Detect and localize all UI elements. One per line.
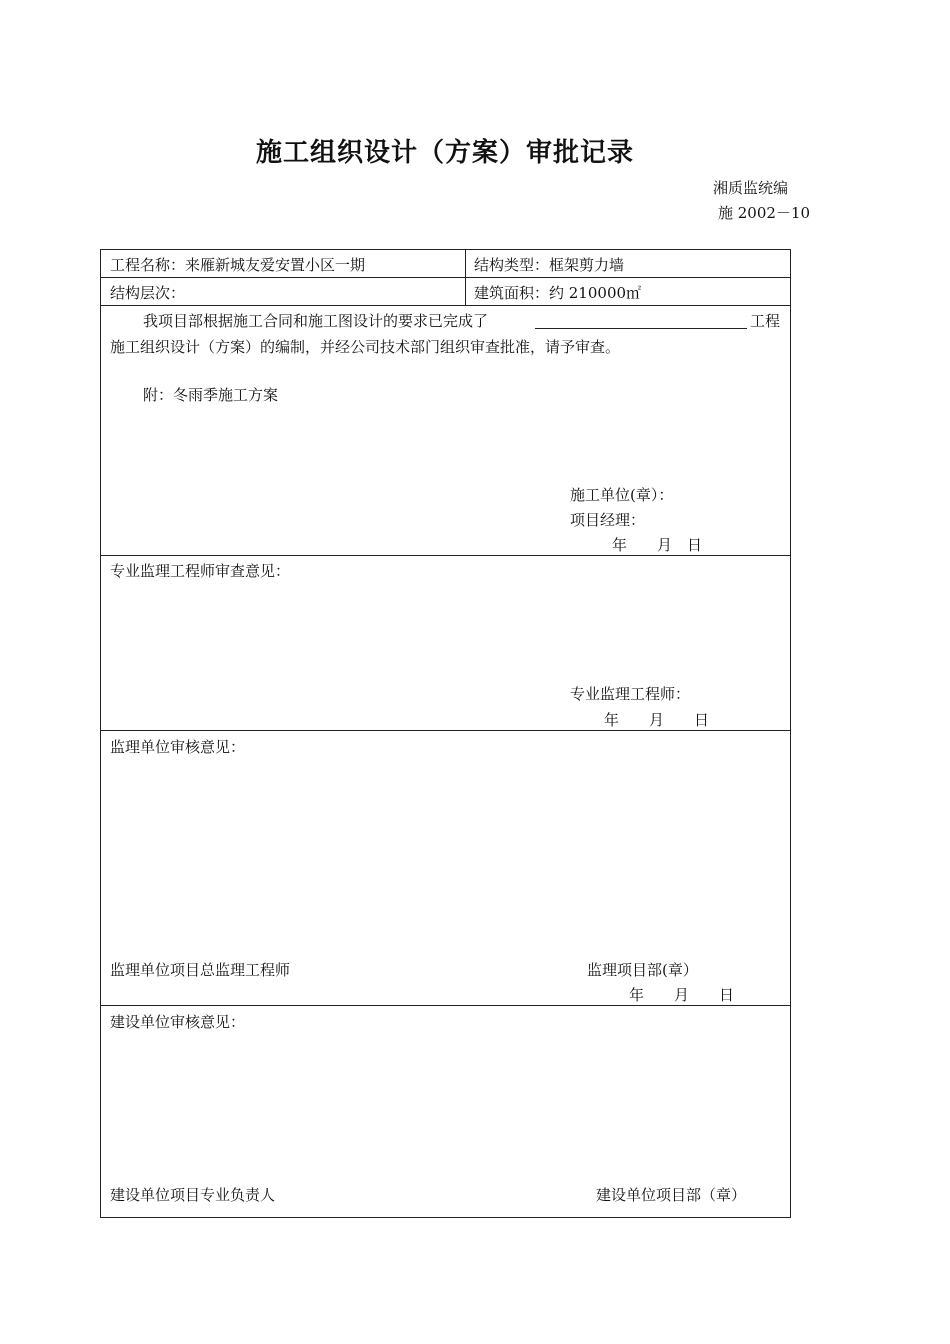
doc-code-line2: 施 2002－10 <box>718 204 811 222</box>
row-divider <box>101 305 790 306</box>
project-name: 工程名称：来雁新城友爱安置小区一期 <box>110 256 366 274</box>
row-divider <box>101 277 790 278</box>
section-divider <box>101 1005 790 1006</box>
engineer-review-label: 专业监理工程师审查意见： <box>110 562 291 580</box>
doc-code-line1: 湘质监统编 <box>713 179 789 197</box>
page-title: 施工组织设计（方案）审批记录 <box>255 138 634 168</box>
building-area: 建筑面积：约 210000㎡ <box>474 284 642 302</box>
structure-floors: 结构层次： <box>110 284 186 302</box>
approval-form <box>100 249 791 1218</box>
declaration-text: 我项目部根据施工合同和施工图设计的要求已完成了 <box>143 312 489 330</box>
declaration-text-end: 工程 <box>750 312 781 330</box>
section-divider <box>101 730 790 731</box>
project-blank-line[interactable] <box>535 328 747 329</box>
column-divider <box>465 250 466 305</box>
owner-responsible-person: 建设单位项目专业负责人 <box>110 1186 276 1204</box>
project-manager: 项目经理： <box>570 511 646 529</box>
owner-dept-seal: 建设单位项目部（章） <box>596 1186 747 1204</box>
supervision-review-label: 监理单位审核意见： <box>110 738 246 756</box>
section2-date: 年 月 日 <box>604 711 710 729</box>
construction-unit-seal: 施工单位(章）： <box>570 486 674 504</box>
attachment-note: 附：冬雨季施工方案 <box>143 386 279 404</box>
section-divider <box>101 555 790 556</box>
declaration-text-line2: 施工组织设计（方案）的编制，并经公司技术部门组织审查批准，请予审查。 <box>110 338 621 356</box>
chief-engineer: 监理单位项目总监理工程师 <box>110 961 291 979</box>
section1-date: 年 月 日 <box>612 536 703 554</box>
engineer-signer: 专业监理工程师： <box>570 685 691 703</box>
supervision-dept-seal: 监理项目部(章） <box>587 961 698 979</box>
owner-review-label: 建设单位审核意见： <box>110 1013 246 1031</box>
structure-type: 结构类型：框架剪力墙 <box>474 256 625 274</box>
section3-date: 年 月 日 <box>629 986 735 1004</box>
